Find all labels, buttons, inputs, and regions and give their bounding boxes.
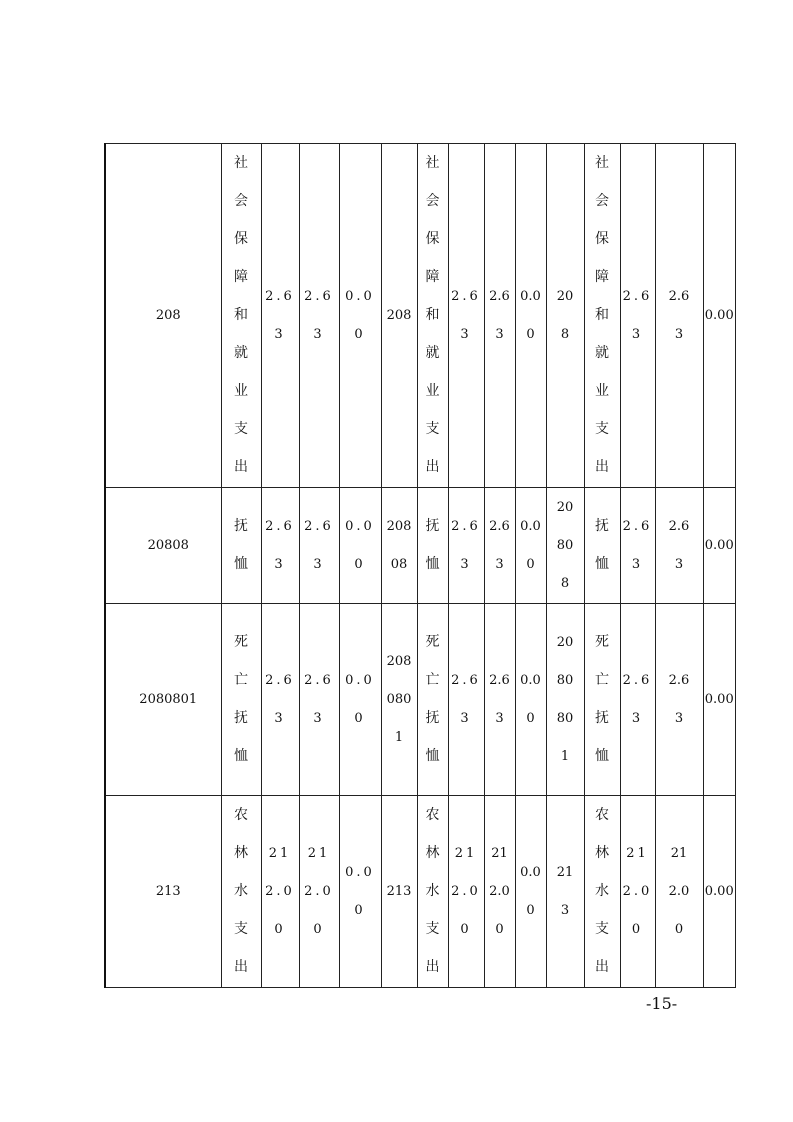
code-cell: 20808 (105, 488, 221, 604)
amount-cell: 2.63 (299, 604, 339, 796)
name-cell: 农林水支出 (417, 796, 448, 988)
amount-cell: 2.63 (448, 604, 484, 796)
amount-cell: 0.00 (515, 604, 546, 796)
code-cell: 2080801 (105, 604, 221, 796)
amount-cell: 2.63 (299, 488, 339, 604)
amount-cell: 2.63 (261, 488, 299, 604)
name-cell: 死亡抚恤 (584, 604, 620, 796)
name-cell: 农林水支出 (221, 796, 261, 988)
amount-cell: 0.00 (703, 488, 736, 604)
amount-cell: 0.00 (703, 604, 736, 796)
amount-cell: 0.00 (515, 796, 546, 988)
code-cell: 213 (546, 796, 584, 988)
code-cell: 213 (381, 796, 417, 988)
amount-cell: 2.63 (620, 488, 655, 604)
amount-cell: 2.63 (448, 488, 484, 604)
amount-cell: 2.63 (655, 144, 703, 488)
table-row (105, 144, 736, 488)
amount-cell: 212.00 (655, 796, 703, 988)
amount-cell: 2.63 (299, 144, 339, 488)
page-number: -15- (646, 994, 678, 1013)
amount-cell: 2.63 (484, 488, 515, 604)
amount-cell: 2.63 (484, 604, 515, 796)
code-cell: 208 (105, 144, 221, 488)
code-cell: 2080801 (546, 604, 584, 796)
table-row (105, 604, 736, 796)
name-cell: 抚恤 (417, 488, 448, 604)
amount-cell: 2.63 (655, 488, 703, 604)
amount-cell: 2.63 (620, 144, 655, 488)
amount-cell: 0.00 (515, 144, 546, 488)
name-cell: 社会保障和就业支出 (221, 144, 261, 488)
amount-cell: 212.00 (484, 796, 515, 988)
amount-cell: 212.00 (620, 796, 655, 988)
amount-cell: 2.63 (261, 604, 299, 796)
amount-cell: 2.63 (655, 604, 703, 796)
amount-cell: 0.00 (339, 144, 381, 488)
name-cell: 社会保障和就业支出 (417, 144, 448, 488)
amount-cell: 212.00 (299, 796, 339, 988)
name-cell: 社会保障和就业支出 (584, 144, 620, 488)
code-cell: 2080801 (381, 604, 417, 796)
amount-cell: 212.00 (261, 796, 299, 988)
amount-cell: 0.00 (703, 796, 736, 988)
amount-cell: 0.00 (339, 796, 381, 988)
amount-cell: 212.00 (448, 796, 484, 988)
name-cell: 抚恤 (221, 488, 261, 604)
name-cell: 死亡抚恤 (417, 604, 448, 796)
table-row (105, 796, 736, 988)
name-cell: 农林水支出 (584, 796, 620, 988)
code-cell: 208 (381, 144, 417, 488)
name-cell: 死亡抚恤 (221, 604, 261, 796)
amount-cell: 2.63 (620, 604, 655, 796)
amount-cell: 0.00 (339, 488, 381, 604)
code-cell: 208 (546, 144, 584, 488)
amount-cell: 2.63 (484, 144, 515, 488)
amount-cell: 0.00 (703, 144, 736, 488)
table-row (105, 488, 736, 604)
amount-cell: 2.63 (448, 144, 484, 488)
budget-table (104, 143, 736, 988)
amount-cell: 0.00 (339, 604, 381, 796)
amount-cell: 2.63 (261, 144, 299, 488)
name-cell: 抚恤 (584, 488, 620, 604)
code-cell: 20808 (546, 488, 584, 604)
amount-cell: 0.00 (515, 488, 546, 604)
code-cell: 20808 (381, 488, 417, 604)
code-cell: 213 (105, 796, 221, 988)
